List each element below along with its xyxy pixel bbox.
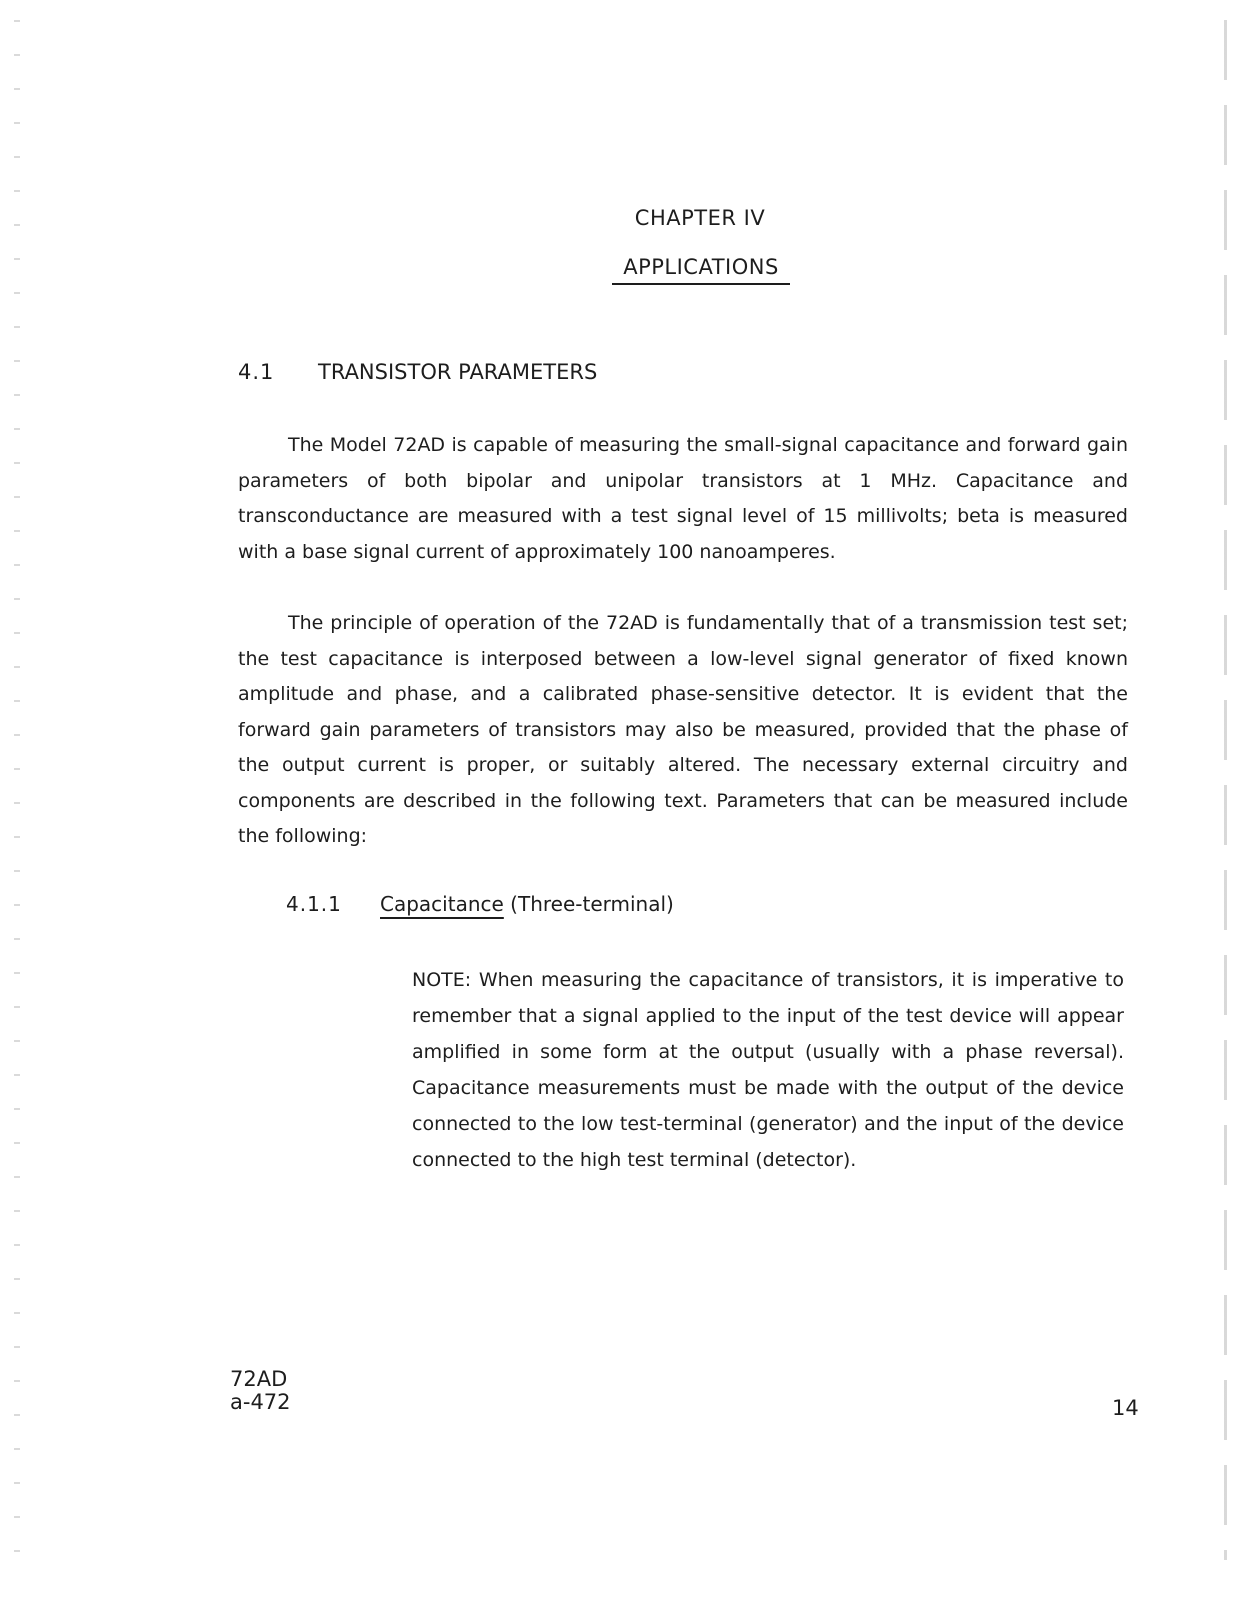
- footer-model: 72AD: [230, 1367, 288, 1391]
- chapter-heading: CHAPTER IV: [634, 206, 766, 230]
- subsection-title: Capacitance: [380, 892, 504, 916]
- scan-edge-right: [1224, 20, 1227, 1560]
- section-number: 4.1: [238, 360, 275, 384]
- subsection-qualifier: (Three-terminal): [510, 892, 674, 916]
- paragraph-principle: The principle of operation of the 72AD is fundamentally that of a transmission test set; the test capacitance is interposed between a low-level signal generator of fixed known amplitude and phase, and a calibrated phase-sensitive detector. It is evident that the forward gain parameters of transistors may also be measured, provided that the phase of the output current is proper, or suitably altered. The necessary external circuitry and components are described in the following text. Parameters that can be measured include the following:: [238, 612, 1128, 847]
- footer-code: a-472: [230, 1390, 291, 1414]
- paragraph-intro: The Model 72AD is capable of measuring the small-signal capacitance and forward gain parameters of both bipolar and unipolar transistors at 1 MHz. Capacitance and transconductance are measured with a test signal level of 15 millivolts; beta is measured with a base signal current of approximately 100 nanoamperes.: [238, 434, 1128, 563]
- scan-edge-left: [14, 20, 20, 1560]
- footer-document-id: [230, 1368, 291, 1414]
- subsection-heading: [380, 892, 674, 916]
- page-number: 14: [1112, 1396, 1139, 1420]
- subsection-number: 4.1.1: [286, 892, 342, 916]
- chapter-title-underline: [612, 283, 790, 285]
- note-block: NOTE: When measuring the capacitance of transistors, it is imperative to remember that a signal applied to the input of the test device will appear amplified in some form at the output (usually with a phase reversal). Capacitance measurements must be made with the output of the device connected to the low test-terminal (generator) and the input of the device connected to the high test terminal (detector).: [412, 969, 1124, 1171]
- section-title: TRANSISTOR PARAMETERS: [318, 360, 598, 384]
- chapter-title: APPLICATIONS: [623, 255, 779, 279]
